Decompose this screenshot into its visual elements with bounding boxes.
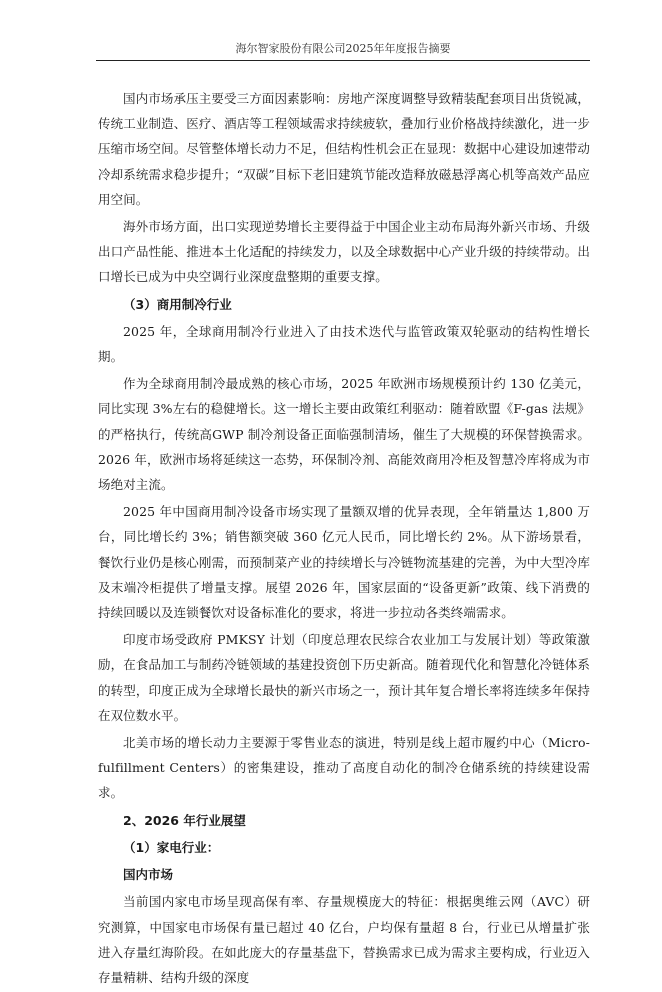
paragraph-domestic-appliance-market: 当前国内家电市场呈现高保有率、存量规模庞大的特征：根据奥维云网（AVC）研究测算，中国家电市场保有量已超过 40 亿台，户均保有量超 8 台，行业已从增量扩张进入存量红海阶段。在如此庞大的存量基盘下，替换需求已成为需求主要构成，行业迈入存量精耕、结构升级的深度 (98, 894, 590, 985)
paragraph-global-commercial-refrigeration: 2025 年，全球商用制冷行业进入了由技术迭代与监管政策双轮驱动的结构性增长期。 (98, 323, 590, 365)
document-body (98, 86, 590, 992)
paragraph-domestic-market: 国内市场承压主要受三方面因素影响：房地产深度调整导致精装配套项目出货锐减，传统工业制造、医疗、酒店等工程领域需求持续疲软，叠加行业价格战持续激化，进一步压缩市场空间。尽管整体增长动力不足，但结构性机会正在显现：数据中心建设加速带动冷却系统需求稳步提升；“双碳”目标下老旧建筑节能改造释放磁悬浮离心机等高效产品应用空间。 (98, 91, 590, 207)
paragraph-north-america-market: 北美市场的增长动力主要源于零售业态的演进，特别是线上超市履约中心（Micro-fulfillment Centers）的密集建设，推动了高度自动化的制冷仓储系统的持续建设需求。 (98, 735, 590, 801)
heading-industry-outlook: 2、2026 年行业展望 (123, 812, 246, 828)
heading-domestic-market: 国内市场 (123, 867, 174, 883)
heading-appliance-industry: （1）家电行业： (123, 839, 220, 855)
paragraph-china-market: 2025 年中国商用制冷设备市场实现了量额双增的优异表现，全年销量达 1,800 万台，同比增长约 3%；销售额突破 360 亿元人民币，同比增长约 2%。从下游场景看，餐饮行业仍是核心刚需，而预制菜产业的持续增长与冷链物流基建的完善，为中大型冷库及末端冷柜提供了增量支撑。展望 2026 年，国家层面的“设备更新”政策、线下消费的持续回暖以及连锁餐饮对设备标准化的要求，将进一步拉动各类终端需求。 (98, 504, 590, 621)
heading-commercial-refrigeration: （3）商用制冷行业 (123, 296, 232, 312)
paragraph-overseas-market: 海外市场方面，出口实现逆势增长主要得益于中国企业主动布局海外新兴市场、升级出口产品性能、推进本土化适配的持续发力，以及全球数据中心产业升级的持续带动。出口增长已成为中央空调行业深度盘整期的重要支撑。 (98, 219, 590, 285)
paragraph-europe-market: 作为全球商用制冷最成熟的核心市场，2025 年欧洲市场规模预计约 130 亿美元，同比实现 3%左右的稳健增长。这一增长主要由政策红利驱动：随着欧盟《F-gas 法规》的严格执行，传统高GWP 制冷剂设备正面临强制清场，催生了大规模的环保替换需求。2026 年，欧洲市场将延续这一态势，环保制冷剂、高能效商用冷柜及智慧冷库将成为市场绝对主流。 (98, 376, 590, 493)
paragraph-india-market: 印度市场受政府 PMKSY 计划（印度总理农民综合农业加工与发展计划）等政策激励，在食品加工与制药冷链领域的基建投资创下历史新高。随着现代化和智慧化冷链体系的转型，印度正成为全球增长最快的新兴市场之一，预计其年复合增长率将连续多年保持在双位数水平。 (98, 632, 590, 723)
header-divider (96, 60, 590, 61)
page-header: 海尔智家股份有限公司2025年年度报告摘要 (235, 42, 451, 55)
